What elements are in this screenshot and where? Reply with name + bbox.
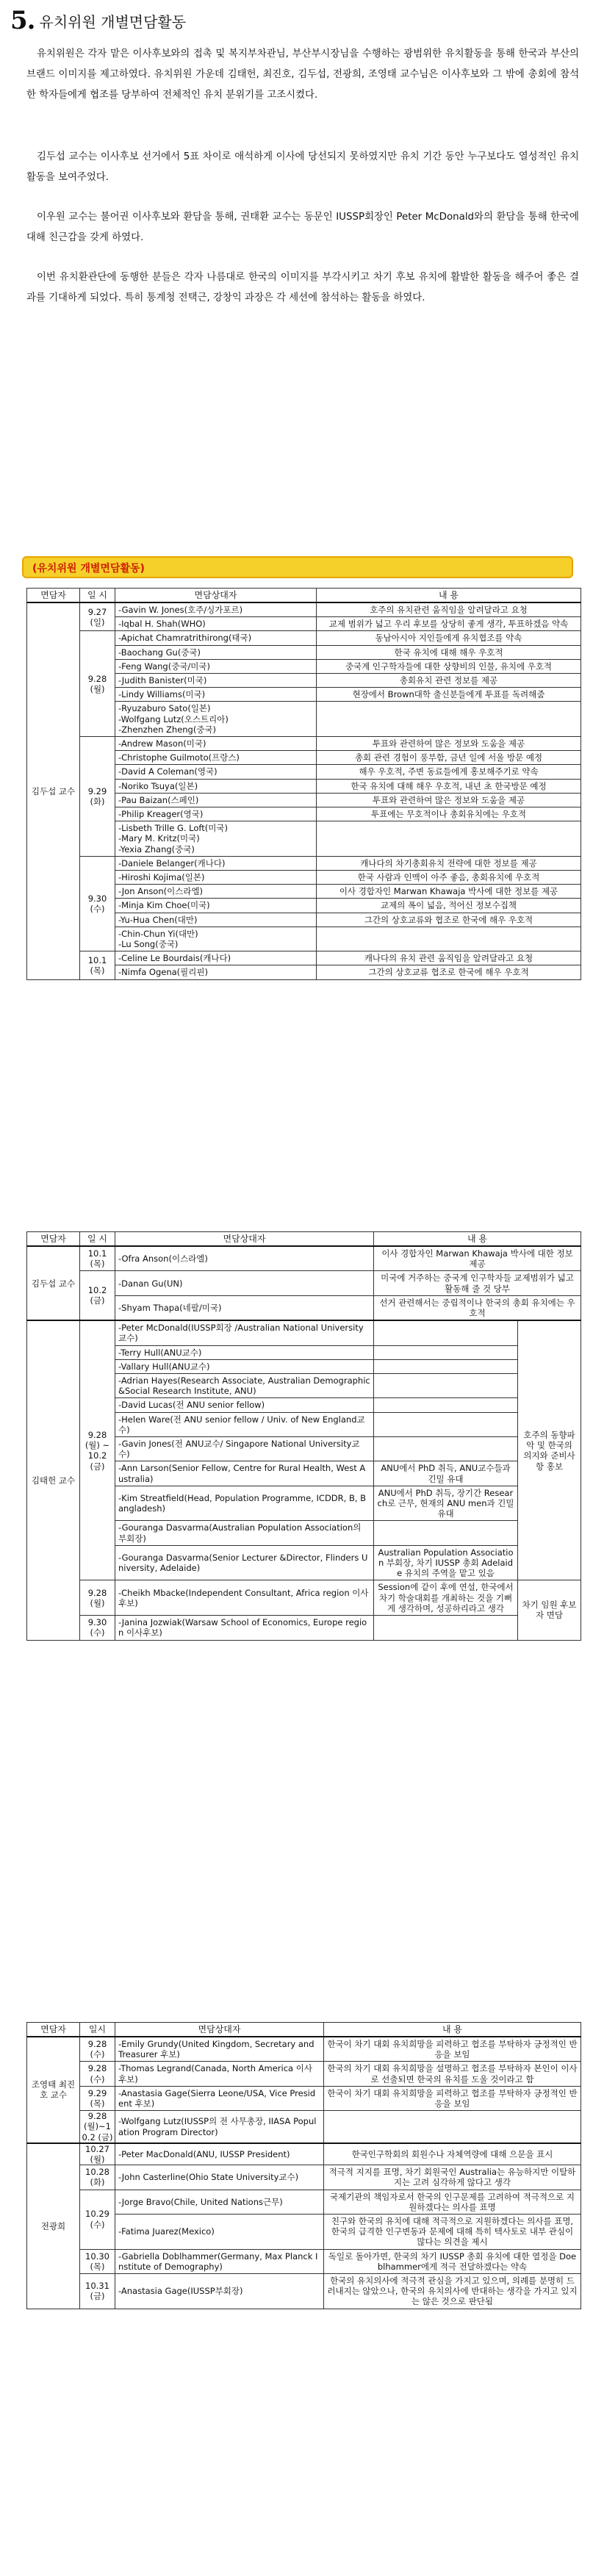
counterpart-cell: -Fatima Juarez(Mexico) [115, 2215, 324, 2250]
content-cell: 독일로 돌아가면, 한국의 차기 IUSSP 총회 유치에 대한 열정을 Doeblhammer에게 적극 전달하겠다는 약속 [324, 2249, 581, 2273]
schedule-table-1 [26, 588, 581, 980]
paragraph-kim: 김두섭 교수는 이사후보 선거에서 5표 차이로 애석하게 이사에 당선되지 못하였지만 유치 기간 동안 누구보다도 열성적인 유치활동을 보여주었다. [26, 151, 579, 183]
content-cell: 캐나다의 유치 관련 움직임을 알려달라고 요청 [317, 951, 581, 965]
content-cell: 적극적 지지를 표명, 차기 회원국인 Australia는 유능하지만 이탈하지는 고려 심각하게 않다고 생각 [324, 2165, 581, 2190]
content-cell [374, 1374, 518, 1398]
counterpart-cell: -Lisbeth Trille G. Loft(미국) -Mary M. Kritz(미국) -Yexia Zhang(중국) [115, 821, 317, 857]
merged-purpose-cell: 호주의 동향파악 및 한국의 의지와 준비사항 홍보 [518, 1320, 581, 1580]
column-header: 일 시 [80, 1232, 115, 1247]
counterpart-cell: -Chin-Chun Yi(대만) -Lu Song(중국) [115, 927, 317, 951]
column-header: 내 용 [374, 1232, 581, 1247]
schedule-table-3 [26, 2022, 581, 2309]
date-cell: 9.28 (월) ~ 10.2 (금) [80, 1320, 115, 1580]
content-cell: 국제기관의 책임자로서 한국의 인구문제를 고려하여 적극적으로 지원하겠다는 의사를 표명 [324, 2190, 581, 2214]
counterpart-cell: -Shyam Thapa(네팔/미국) [115, 1295, 374, 1320]
schedule-table-2 [26, 1231, 581, 1641]
content-cell [374, 1359, 518, 1373]
counterpart-cell: -Gabriella Doblhammer(Germany, Max Planck Institute of Demography) [115, 2249, 324, 2273]
interviewer-cell: 김태헌 교수 [27, 1320, 80, 1640]
date-cell: 9.29 (목) [80, 2086, 115, 2110]
paragraph-lee: 이우원 교수는 불어권 이사후보와 환담을 통해, 권태환 교수는 동문인 IUSSP회장인 Peter McDonald와의 환담을 통해 한국에 대해 친근감을 갖게 하였다. [26, 212, 579, 243]
table-row [27, 602, 581, 617]
paragraph-delegation: 이번 유치환관단에 동행한 분들은 각자 나름대로 한국의 이미지를 부각시키고 차기 후보 유치에 활발한 활동을 해주어 좋은 결과를 기대하게 되었다. 특히 통계청 전택근, 강창익 과장은 각 세션에 참석하는 활동을 하였다. [26, 272, 579, 303]
content-cell: 현장에서 Brown대학 출신분들에게 투표를 독려해줌 [317, 688, 581, 702]
counterpart-cell: -Helen Ware(전 ANU senior fellow / Univ. of New England교수) [115, 1412, 374, 1436]
table-row [27, 856, 581, 870]
content-cell: Australian Population Association 부회장, 차기 IUSSP 총회 Adelaide 유치의 주역을 맡고 있음 [374, 1545, 518, 1580]
section-banner [22, 556, 573, 578]
counterpart-cell: -Iqbal H. Shah(WHO) [115, 617, 317, 631]
counterpart-cell: -Janina Jozwiak(Warsaw School of Economics, Europe region 이사후보) [115, 1616, 374, 1640]
column-header: 면담상대자 [115, 1232, 374, 1247]
date-cell: 9.28 (수) [80, 2037, 115, 2062]
date-cell: 10.30 (목) [80, 2249, 115, 2273]
table-row [27, 737, 581, 751]
counterpart-cell: -Gavin W. Jones(호주/싱가포르) [115, 602, 317, 617]
section-title [10, 6, 186, 35]
column-header: 면담자 [27, 1232, 80, 1247]
content-cell: 해우 우호적, 주변 동료들에게 홍보해주기로 약속 [317, 765, 581, 779]
counterpart-cell: -Jon Anson(이스라엘) [115, 885, 317, 899]
counterpart-cell: -Anastasia Gage(IUSSP부회장) [115, 2274, 324, 2309]
date-cell: 9.28 (수) [80, 2062, 115, 2086]
date-cell: 10.1 (목) [80, 951, 115, 979]
content-cell [317, 821, 581, 857]
content-cell [317, 927, 581, 951]
counterpart-cell: -Ryuzaburo Sato(일본) -Wolfgang Lutz(오스트리아) -Zhenzhen Zheng(중국) [115, 702, 317, 737]
content-cell [374, 1412, 518, 1436]
counterpart-cell: -Wolfgang Lutz(IUSSP의 전 사무총장, IIASA Population Program Director) [115, 2111, 324, 2143]
counterpart-cell: -Apichat Chamratrithirong(태국) [115, 631, 317, 645]
content-cell [374, 1398, 518, 1412]
content-cell: ANU에서 PhD 취득, 장기간 Research로 근무, 현재의 ANU men과 긴밀 유대 [374, 1486, 518, 1521]
counterpart-cell: -Danan Gu(UN) [115, 1271, 374, 1295]
column-header: 내 용 [324, 2023, 581, 2037]
counterpart-cell: -Emily Grundy(United Kingdom, Secretary and Treasurer 후보) [115, 2037, 324, 2062]
counterpart-cell: -Peter McDonald(IUSSP회장 /Australian National University교수) [115, 1320, 374, 1345]
counterpart-cell: -Ann Larson(Senior Fellow, Centre for Rural Health, West Australia) [115, 1461, 374, 1486]
date-cell: 9.28 (월) [80, 631, 115, 737]
date-cell: 10.2 (금) [80, 1271, 115, 1320]
paragraph-intro: 유치위원은 각자 맡은 이사후보와의 접촉 및 복지부차관님, 부산부시장님을 수행하는 광범위한 유치활동을 통해 한국과 부산의 브랜드 이미지를 제고하였다. 유치위원 가운데 김태헌, 최진호, 김두섭, 전광희, 조영태 교수님은 이사후보와 그 밖에 총회에 참석한 학자들에게 협조를 당부하여 전체적인 유치 분위기를 고조시켰다. [26, 48, 579, 101]
content-cell [374, 1345, 518, 1359]
table-row [27, 2249, 581, 2273]
counterpart-cell: -Cheikh Mbacke(Independent Consultant, Africa region 이사후보) [115, 1580, 374, 1616]
counterpart-cell: -Kim Streatfield(Head, Population Programme, ICDDR, B, Bangladesh) [115, 1486, 374, 1521]
counterpart-cell: -Vallary Hull(ANU교수) [115, 1359, 374, 1373]
date-cell: 10.1 (목) [80, 1246, 115, 1271]
table-row [27, 1246, 581, 1271]
content-cell: 한국 유치에 대해 해우 우호적 [317, 645, 581, 659]
table-row [27, 2062, 581, 2086]
counterpart-cell: -Pau Baizan(스페인) [115, 793, 317, 807]
counterpart-cell: -Yu-Hua Chen(대만) [115, 913, 317, 927]
date-cell: 9.30 (수) [80, 856, 115, 951]
content-cell: 선거 관련해서는 중립적이나 한국의 총회 유치에는 우호적 [374, 1295, 581, 1320]
counterpart-cell: -Baochang Gu(중국) [115, 645, 317, 659]
counterpart-cell: -Anastasia Gage(Sierra Leone/USA, Vice President 후보) [115, 2086, 324, 2110]
content-cell: 교제의 폭이 넓음, 적어신 정보수집책 [317, 899, 581, 913]
table-row [27, 2165, 581, 2190]
content-cell: ANU에서 PhD 취득, ANU교수들과 긴밀 유대 [374, 1461, 518, 1486]
date-cell: 9.27 (일) [80, 602, 115, 631]
table-row [27, 1320, 581, 1345]
content-cell: Session에 같이 후에 연설, 한국에서 차기 학술대회를 개최하는 것을 기뻐게 생각하며, 성공하리라고 생각 [374, 1580, 518, 1616]
counterpart-cell: -Celine Le Bourdais(캐나다) [115, 951, 317, 965]
content-cell [374, 1437, 518, 1461]
counterpart-cell: -Andrew Mason(미국) [115, 737, 317, 751]
date-cell: 9.28 (월) [80, 1580, 115, 1616]
table-row [27, 1616, 581, 1640]
content-cell: 총회 관련 경험이 풍부함, 금년 일에 서울 방문 예정 [317, 751, 581, 765]
counterpart-cell: -Gouranga Dasvarma(Senior Lecturer &Director, Flinders University, Adelaide) [115, 1545, 374, 1580]
table-row [27, 2274, 581, 2309]
table-row [27, 2111, 581, 2143]
column-header: 면담상대자 [115, 589, 317, 603]
interviewer-cell: 김두섭 교수 [27, 602, 80, 979]
counterpart-cell: -Hiroshi Kojima(일본) [115, 871, 317, 885]
merged-purpose-cell: 차기 임원 후보자 면담 [518, 1580, 581, 1640]
table-row [27, 2037, 581, 2062]
counterpart-cell: -Philip Kreager(영국) [115, 807, 317, 821]
counterpart-cell: -Daniele Belanger(캐나다) [115, 856, 317, 870]
counterpart-cell: -Lindy Williams(미국) [115, 688, 317, 702]
counterpart-cell: -Minja Kim Choe(미국) [115, 899, 317, 913]
counterpart-cell: -Gavin Jones(전 ANU교수/ Singapore National University교수) [115, 1437, 374, 1461]
content-cell: 한국의 유치의사에 적극적 관심을 가지고 있으며, 의례를 분명히 드러내지는 않았으나, 한국의 유치의사에 반대하는 생각을 가지고 있지는 않은 것으로 판단됨 [324, 2274, 581, 2309]
content-cell [317, 702, 581, 737]
content-cell [374, 1521, 518, 1545]
section-title-text: 유치위원 개별면담활동 [39, 12, 187, 31]
content-cell: 투표와 관련하여 많은 정보와 도움을 제공 [317, 793, 581, 807]
column-header: 내 용 [317, 589, 581, 603]
content-cell: 호주의 유치관련 움직임을 알려달라고 요청 [317, 602, 581, 617]
counterpart-cell: -Adrian Hayes(Research Associate, Australian Demographic&Social Research Institute, ANU) [115, 1374, 374, 1398]
column-header: 면담자 [27, 589, 80, 603]
counterpart-cell: -Nimfa Ogena(필리핀) [115, 965, 317, 979]
date-cell: 9.30 (수) [80, 1616, 115, 1640]
counterpart-cell: -Judith Banister(미국) [115, 674, 317, 688]
banner-label: (유치위원 개별면담활동) [32, 563, 145, 575]
content-cell: 중국계 인구학자들에 대한 상향비의 인물, 유치에 우호적 [317, 659, 581, 673]
counterpart-cell: -Noriko Tsuya(일본) [115, 779, 317, 793]
table-row [27, 1271, 581, 1295]
date-cell: 10.27 (월) [80, 2143, 115, 2165]
table-row [27, 2190, 581, 2214]
counterpart-cell: -Thomas Legrand(Canada, North America 이사후보) [115, 2062, 324, 2086]
content-cell [324, 2111, 581, 2143]
content-cell: 그간의 상호교류와 협조로 한국에 해우 우호적 [317, 913, 581, 927]
content-cell: 한국인구학회의 회원수나 자체역량에 대해 으문을 표시 [324, 2143, 581, 2165]
counterpart-cell: -David Lucas(전 ANU senior fellow) [115, 1398, 374, 1412]
date-cell: 10.28 (화) [80, 2165, 115, 2190]
counterpart-cell: -Jorge Bravo(Chile, United Nations근무) [115, 2190, 324, 2214]
content-cell: 한국의 차기 대회 유치희망을 설명하고 협조를 부탁하자 본인이 이사로 선출되면 한국의 유치를 도울 것이라고 함 [324, 2062, 581, 2086]
column-header: 일시 [80, 2023, 115, 2037]
date-cell: 10.31 (금) [80, 2274, 115, 2309]
date-cell: 10.29 (수) [80, 2190, 115, 2249]
interviewer-cell: 전광희 [27, 2143, 80, 2309]
content-cell: 총회유치 관련 정보를 제공 [317, 674, 581, 688]
counterpart-cell: -Christophe Guilmoto(프랑스) [115, 751, 317, 765]
content-cell: 한국이 차기 대회 유치희망을 피력하고 협조를 부탁하자 긍정적인 반응을 보임 [324, 2037, 581, 2062]
table-row [27, 2086, 581, 2110]
content-cell: 이사 경합자인 Marwan Khawaja 박사에 대한 정보를 제공 [317, 885, 581, 899]
table-row [27, 2143, 581, 2165]
date-cell: 9.28 (월)~1 0.2 (금) [80, 2111, 115, 2143]
counterpart-cell: -John Casterline(Ohio State University교수) [115, 2165, 324, 2190]
section-number: 5. [10, 6, 35, 35]
counterpart-cell: -Peter MacDonald(ANU, IUSSP President) [115, 2143, 324, 2165]
content-cell: 투표에는 무호적이나 총회유치에는 우호적 [317, 807, 581, 821]
column-header: 면담자 [27, 2023, 80, 2037]
content-cell: 캐나다의 차기총회유치 전략에 대한 정보를 제공 [317, 856, 581, 870]
date-cell: 9.29 (화) [80, 737, 115, 857]
interviewer-cell: 조영태 최진호 교수 [27, 2037, 80, 2143]
counterpart-cell: -Ofra Anson(이스라엘) [115, 1246, 374, 1271]
table-row [27, 1580, 581, 1616]
content-cell: 그간의 상호교류 협조로 한국에 해우 우호적 [317, 965, 581, 979]
column-header: 일 시 [80, 589, 115, 603]
counterpart-cell: -Terry Hull(ANU교수) [115, 1345, 374, 1359]
counterpart-cell: -David A Coleman(영국) [115, 765, 317, 779]
content-cell: 동남아시아 지인들에게 유치협조를 약속 [317, 631, 581, 645]
content-cell: 친구와 한국의 유치에 대해 적극적으로 지원하겠다는 의사를 표명, 한국의 급격한 인구변동과 문제에 대해 특히 텍사토로 내부 관심이 많다는 의견을 제시 [324, 2215, 581, 2250]
counterpart-cell: -Feng Wang(중국/미국) [115, 659, 317, 673]
content-cell: 이사 경합자인 Marwan Khawaja 박사에 대한 정보 제공 [374, 1246, 581, 1271]
table-row [27, 631, 581, 645]
content-cell: 미국에 거주하는 중국계 인구학자들 교제범위가 넓고 활동해 줄 것 당부 [374, 1271, 581, 1295]
counterpart-cell: -Gouranga Dasvarma(Australian Population Association의 부회장) [115, 1521, 374, 1545]
interviewer-cell: 김두섭 교수 [27, 1246, 80, 1320]
content-cell [374, 1320, 518, 1345]
column-header: 면담상대자 [115, 2023, 324, 2037]
content-cell [374, 1616, 518, 1640]
content-cell: 한국 유치에 대해 해우 우호적, 내년 초 한국방문 예정 [317, 779, 581, 793]
content-cell: 교제 범위가 넓고 우리 후보를 상당히 좋게 생각, 투표하겠음 약속 [317, 617, 581, 631]
content-cell: 한국 사람과 인맥이 아주 좋음, 총회유치에 우호적 [317, 871, 581, 885]
table-row [27, 951, 581, 965]
content-cell: 투표와 관련하여 많은 정보와 도움을 제공 [317, 737, 581, 751]
content-cell: 한국이 차기 대회 유치희망을 피력하고 협조를 부탁하자 긍정적인 반응을 보임 [324, 2086, 581, 2110]
